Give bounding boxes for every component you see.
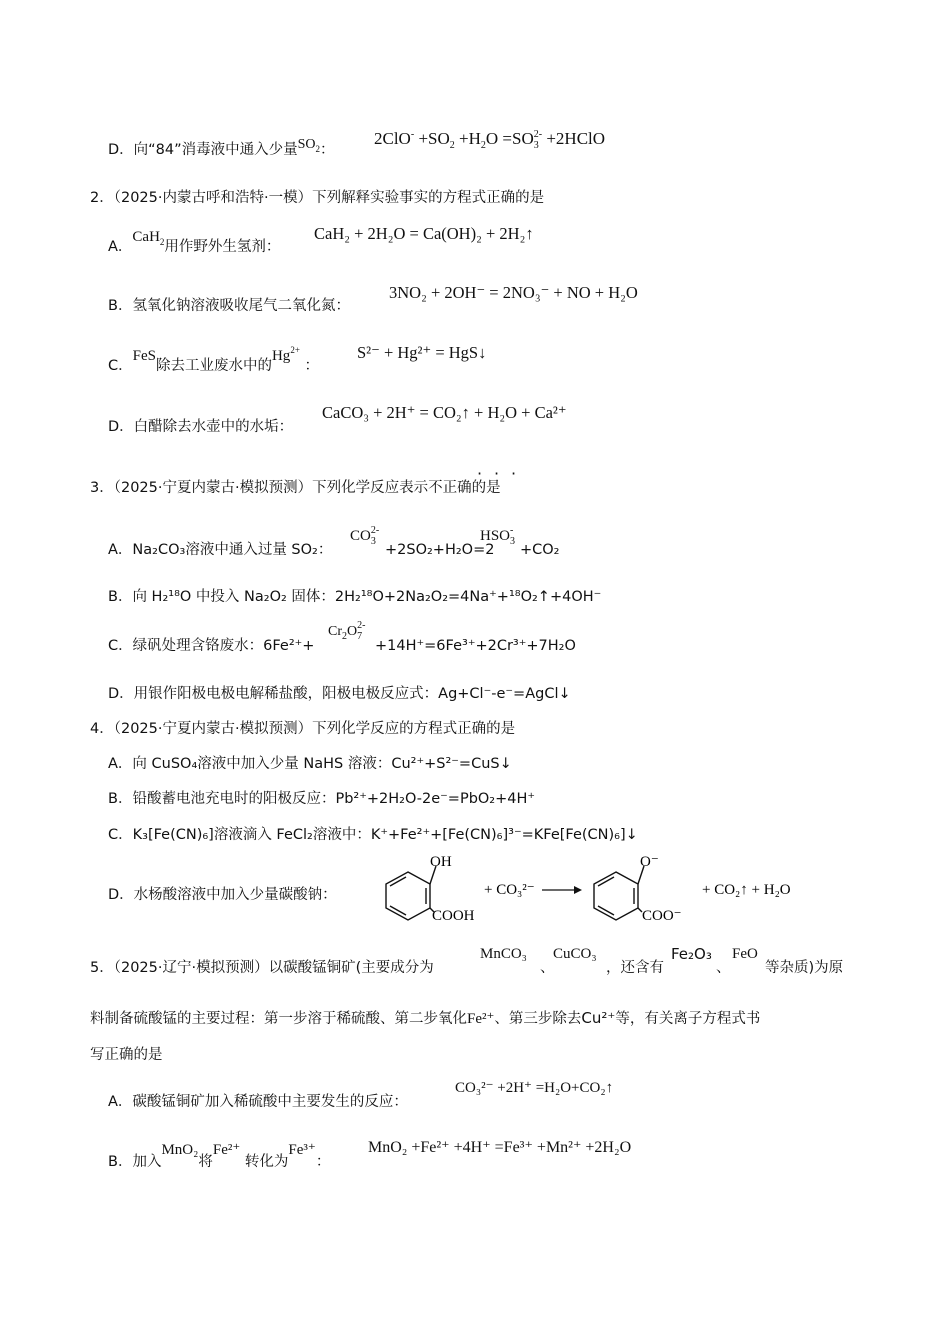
q2-a-text: 用作野外生氢剂： [164,239,281,255]
q2-c-label: C． [108,358,133,374]
q1-d-equation: $2ClO^- +SO_2 +H_2O =SO_3^{2-}$ +2HClO [374,129,606,151]
q5-a-equation: CO₃²⁻ +2H⁺ =H₂O+CO₂↑ [455,1080,614,1096]
q5-stem-line1 [90,958,434,978]
q2-a-equation: CaH₂ + 2H₂O = Ca(OH)₂ + 2H₂↑ [314,224,534,243]
q5-line2-c: 等，有关离子方程式书 [615,1011,761,1027]
q5-part2: ，还含有 [606,960,664,976]
q5-b-equation: MnO₂ +Fe²⁺ +4H⁺ =Fe³⁺ +Mn²⁺ +2H₂O [368,1139,632,1156]
q2-c-fes: FeS [132,348,156,364]
product-coo-minus: COO⁻ [642,908,682,924]
emphasis-dot: · [511,464,517,483]
q2-c-hg: $Hg^{2+}$ [271,345,300,364]
q3-a-co3: $CO_3^{2-}$ [350,525,380,547]
q1-option-d: D．向“84”消毒液中通入少量$SO_2$： [108,137,335,158]
q5-feo: FeO [732,946,758,962]
q2-a-cah2: CaH$_2$ [132,229,165,247]
q5-b-jiang: 将 [198,1154,213,1170]
q4-option-b: B．铅酸蓄电池充电时的阳极反应：Pb²⁺+2H₂O-2e⁻=PbO₂+4H⁺ [108,791,536,807]
q3-option-a [108,540,332,560]
q3-c-cr2o7: $Cr_2O_7^{2-}$ [328,620,366,642]
q5-line2-cu2: Cu²⁺ [581,1009,616,1027]
q2-d-equation: CaCO₃ + 2H⁺ = CO₂↑ + H₂O + Ca²⁺ [322,403,567,422]
q5-mnco3: MnCO₃ [480,946,527,962]
q2-option-c: C．FeS除去工业废水中的$Hg^{2+}$ ： [108,345,319,374]
emphasis-dot: · [494,464,500,483]
q5-line2-a: 料制备硫酸锰的主要过程：第一步溶于稀硫酸、第二步氧化 [90,1011,467,1027]
q5-fe2o3: Fe₂O₃ [671,945,712,963]
q2-c-equation: S²⁻ + Hg²⁺ = HgS↓ [357,343,487,362]
q5-option-b [108,1142,331,1172]
q5-b-fe3: Fe³⁺ [288,1142,316,1158]
q5-option-a: A．碳酸锰铜矿加入稀硫酸中主要发生的反应： [108,1094,408,1110]
q2-a-label: A． [108,239,133,255]
q1-d-so2: $SO_2$ [297,137,321,154]
q5-part3: 等杂质)为原 [765,960,844,976]
q2-option-d: D．白醋除去水壶中的水垢： [108,419,294,435]
q4-option-c: C．K₃[Fe(CN)₆]溶液滴入 FeCl₂溶液中：K⁺+Fe²⁺+[Fe(CN)₆]³⁻=KFe[Fe(CN)₆]↓ [108,827,638,843]
q3-option-b: B．向 H₂¹⁸O 中投入 Na₂O₂ 固体：2H₂¹⁸O+2Na₂O₂=4Na⁺+¹⁸O₂↑+4OH⁻ [108,589,602,605]
reactant-oh: OH [430,854,452,870]
product-o-minus: O⁻ [640,854,659,870]
q3-a-hso3: $HSO_3^-$ [480,525,516,547]
q2-c-text: 除去工业废水中的 [155,358,272,374]
q5-sep2: 、 [716,960,731,976]
q5-stem-part1: 5．（2025·辽宁·模拟预测）以碳酸锰铜矿(主要成分为 [90,960,434,976]
q5-line2-fe2: Fe²⁺ [467,1011,495,1027]
q3-a-eq-end: +CO₂ [520,542,560,558]
reactant-cooh: COOH [432,908,475,924]
q5-b-label: B．加入 [108,1154,162,1170]
products-co2-h2o: + CO₂↑ + H₂O [702,882,791,898]
salicylic-acid-reaction-diagram [368,850,818,930]
q2-option-b: B．氢氧化钠溶液吸收尾气二氧化氮： [108,298,350,314]
q5-b-colon: ： [315,1154,331,1170]
emphasis-dot: · [477,464,483,483]
q3-a-eq-mid: +2SO₂+H₂O=2 [385,542,495,558]
q5-b-fe2: Fe²⁺ [212,1142,241,1158]
q5-stem-line3: 写正确的是 [90,1047,163,1063]
q4-stem: 4．（2025·宁夏内蒙古·模拟预测）下列化学反应的方程式正确的是 [90,721,516,737]
carbonate: + CO₃²⁻ [484,882,535,898]
q5-sep: 、 [540,960,555,976]
product-benzene-ring [594,866,644,920]
q3-stem: 3．（2025·宁夏内蒙古·模拟预测）下列化学反应表示不正确的是 [90,480,501,496]
q4-option-d: D．水杨酸溶液中加入少量碳酸钠： [108,887,337,903]
q2-stem: 2．（2025·内蒙古呼和浩特·一模）下列解释实验事实的方程式正确的是 [90,190,545,206]
q5-b-mno2: MnO₂ [161,1142,199,1158]
reactant-benzene-ring [386,866,436,920]
q5-line2-b: 、第三步除去 [494,1011,582,1027]
q1-d-text: D．向“84”消毒液中通入少量 [108,142,298,158]
q3-option-c: C．绿矾处理含铬废水：6Fe²⁺+ [108,638,315,654]
q5-b-to: 转化为 [244,1154,289,1170]
q3-a-text: A．Na₂CO₃溶液中通入过量 SO₂： [108,542,333,558]
q4-option-a: A．向 CuSO₄溶液中加入少量 NaHS 溶液：Cu²⁺+S²⁻=CuS↓ [108,756,512,772]
q5-stem-line2 [90,1008,760,1029]
q3-c-eq-end: +14H⁺=6Fe³⁺+2Cr³⁺+7H₂O [375,638,576,654]
q3-option-d: D．用银作阳极电极电解稀盐酸，阳极电极反应式：Ag+Cl⁻-e⁻=AgCl↓ [108,686,571,702]
q2-b-equation: 3NO₂ + 2OH⁻ = 2NO₃⁻ + NO + H₂O [389,283,638,302]
q5-cuco3: CuCO₃ [553,946,597,962]
q2-option-a [108,229,281,258]
arrow-head [574,886,582,894]
